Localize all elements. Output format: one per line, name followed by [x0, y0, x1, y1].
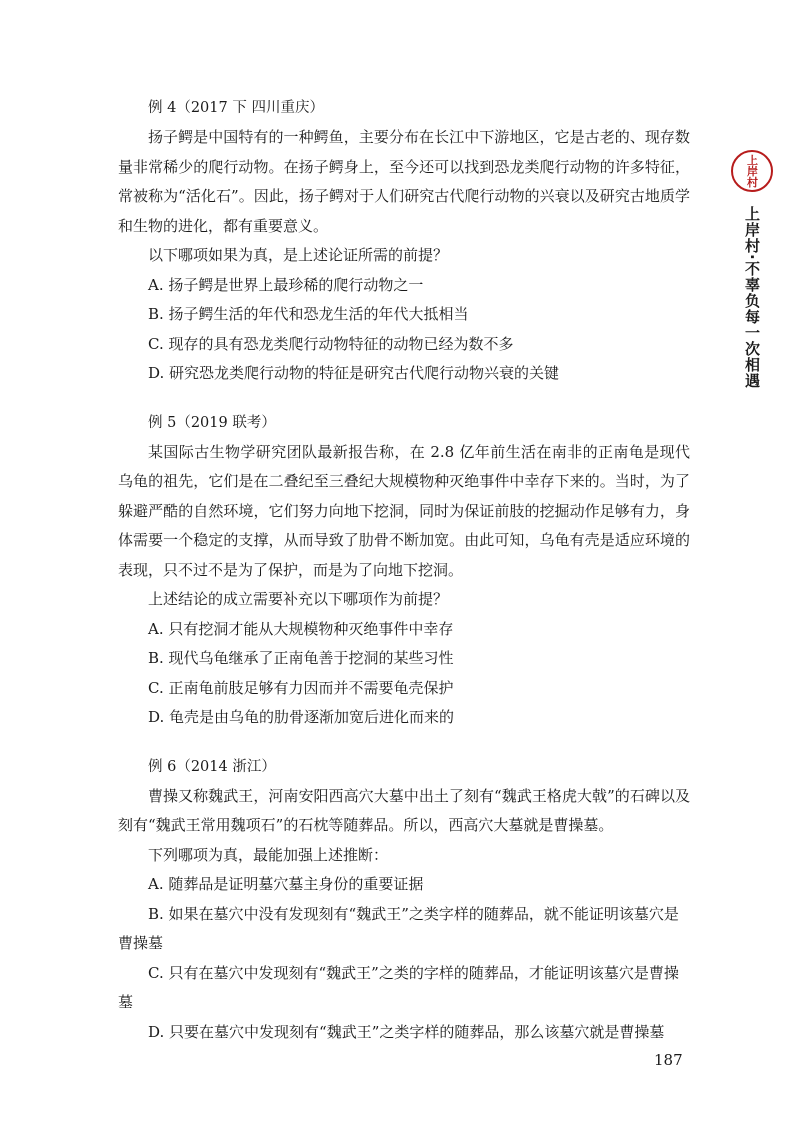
example-question: 上述结论的成立需要补充以下哪项作为前提？ [148, 590, 449, 608]
option-c: C. 现存的具有恐龙类爬行动物特征的动物已经为数不多 [148, 334, 514, 353]
option-b: B. 如果在墓穴中没有发现刻有“魏武王”之类字样的随葬品，就不能证明该墓穴是曹操墓 [118, 904, 679, 952]
option-a: A. 随葬品是证明墓穴墓主身份的重要证据 [148, 875, 424, 893]
option-c: C. 正南龟前肢足够有力因而并不需要龟壳保护 [148, 678, 454, 697]
brand-slogan: 上岸村·不辜负每一次相遇 [743, 206, 761, 389]
option-d: D. 只要在墓穴中发现刻有“魏武王”之类字样的随葬品，那么该墓穴就是曹操墓 [148, 1022, 665, 1041]
option-a: A. 扬子鳄是世界上最珍稀的爬行动物之一 [148, 275, 424, 294]
option-c: C. 只有在墓穴中发现刻有“魏武王”之类的字样的随葬品，才能证明该墓穴是曹操墓 [118, 963, 679, 1011]
brand-seal-logo: 上 岸 村 [731, 150, 773, 192]
example-title: 例 5（2019 联考） [148, 414, 276, 431]
example-stem: 扬子鳄是中国特有的一种鳄鱼，主要分布在长江中下游地区，它是古老的、现存数量非常稀少的爬行动物。在扬子鳄身上，至今还可以找到恐龙类爬行动物的许多特征，常被称为“活化石”。因此，扬子鳄对于人们研究古代爬行动物的兴衰以及研究古地质学和生物的进化，都有重要意义。 [118, 128, 690, 235]
option-d: D. 研究恐龙类爬行动物的特征是研究古代爬行动物兴衰的关键 [148, 364, 560, 382]
example-title: 例 6（2014 浙江） [148, 758, 276, 775]
example-block [118, 755, 690, 1048]
option-b: B. 现代乌龟继承了正南龟善于挖洞的某些习性 [148, 649, 454, 667]
option-d: D. 龟壳是由乌龟的肋骨逐渐加宽后进化而来的 [148, 708, 455, 726]
example-question: 下列哪项为真，最能加强上述推断： [148, 845, 389, 864]
side-brand [727, 150, 777, 389]
example-block [118, 411, 690, 733]
page-content [118, 96, 690, 1047]
example-stem: 某国际古生物学研究团队最新报告称，在 2.8 亿年前生活在南非的正南龟是现代乌龟的祖先，它们是在二叠纪至三叠纪大规模物种灭绝事件中幸存下来的。当时，为了躲避严酷的自然环境，它们努力向地下挖洞，同时为保证前肢的挖掘动作足够有力，身体需要一个稳定的支撑，从而导致了肋骨不断加宽。由此可知，乌龟有壳是适应环境的表现，只不过不是为了保护，而是为了向地下挖洞。 [118, 442, 690, 579]
example-block [118, 96, 690, 389]
option-b: B. 扬子鳄生活的年代和恐龙生活的年代大抵相当 [148, 305, 469, 323]
page-number: 187 [654, 1051, 683, 1069]
example-stem: 曹操又称魏武王，河南安阳西高穴大墓中出土了刻有“魏武王格虎大戟”的石碑以及刻有“魏武王常用魏项石”的石枕等随葬品。所以，西高穴大墓就是曹操墓。 [118, 786, 690, 834]
example-title: 例 4（2017 下 四川重庆） [148, 100, 324, 116]
example-question: 以下哪项如果为真，是上述论证所需的前提？ [148, 246, 449, 264]
option-a: A. 只有挖洞才能从大规模物种灭绝事件中幸存 [148, 619, 454, 638]
